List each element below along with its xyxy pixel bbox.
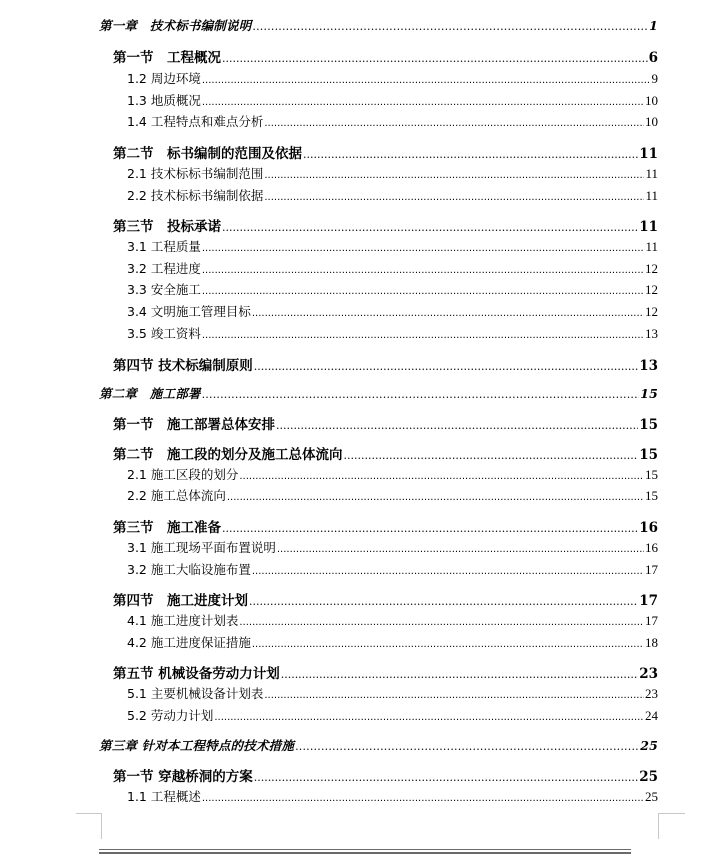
toc-label: 3.3 安全施工 xyxy=(127,282,201,297)
toc-entry-sub[interactable] xyxy=(127,706,658,724)
toc-page-number: 17 xyxy=(645,613,658,628)
toc-label: 第三章 针对本工程特点的技术措施 xyxy=(99,738,295,753)
dot-leader xyxy=(202,330,644,341)
toc-page-number: 13 xyxy=(639,358,658,374)
toc-entry-chapter[interactable] xyxy=(99,384,658,402)
toc-entry-sub[interactable] xyxy=(127,69,658,87)
dot-leader xyxy=(252,308,644,319)
dot-leader xyxy=(264,192,644,203)
toc-entry-sub[interactable] xyxy=(127,302,658,320)
dot-leader xyxy=(227,492,644,503)
toc-page-number: 10 xyxy=(645,114,658,129)
toc-label: 第五节 机械设备劳动力计划 xyxy=(113,666,280,682)
toc-page-number: 11 xyxy=(639,146,658,162)
toc-label: 1.1 工程概述 xyxy=(127,789,201,804)
toc-label: 3.4 文明施工管理目标 xyxy=(127,304,251,319)
toc-label: 第三节 投标承诺 xyxy=(113,219,221,235)
toc-label: 第二节 标书编制的范围及依据 xyxy=(113,146,302,162)
toc-page-number: 23 xyxy=(639,666,658,682)
toc-page-number: 9 xyxy=(651,71,658,86)
toc-label: 2.1 技术标标书编制范围 xyxy=(127,166,264,181)
toc-label: 2.2 技术标标书编制依据 xyxy=(127,188,264,203)
dot-leader xyxy=(276,419,638,432)
toc-page-number: 25 xyxy=(639,769,658,785)
dot-leader xyxy=(252,20,648,33)
toc-label: 第四节 技术标编制原则 xyxy=(113,358,253,374)
toc-entry-sub[interactable] xyxy=(127,259,658,277)
toc-label: 5.1 主要机械设备计划表 xyxy=(127,686,264,701)
toc-label: 第一章 技术标书编制说明 xyxy=(99,18,252,33)
toc-label: 4.1 施工进度计划表 xyxy=(127,613,239,628)
dot-leader xyxy=(222,221,638,234)
dot-leader xyxy=(202,265,644,276)
dot-leader xyxy=(254,360,639,373)
toc-label: 3.2 工程进度 xyxy=(127,261,201,276)
toc-entry-chapter[interactable] xyxy=(99,736,658,754)
toc-page-number: 15 xyxy=(639,417,658,433)
dot-leader xyxy=(239,617,644,628)
toc-page-number: 23 xyxy=(645,686,658,701)
toc-entry-sub[interactable] xyxy=(127,237,658,255)
toc-page-number: 11 xyxy=(645,188,658,203)
toc-page-number: 12 xyxy=(645,282,658,297)
toc-entry-section[interactable] xyxy=(113,354,658,374)
toc-label: 5.2 劳动力计划 xyxy=(127,708,214,723)
toc-page-number: 15 xyxy=(645,467,658,482)
toc-page-number: 10 xyxy=(645,93,658,108)
toc-label: 3.5 竣工资料 xyxy=(127,326,201,341)
dot-leader xyxy=(249,595,638,608)
toc-page-number: 12 xyxy=(645,304,658,319)
toc-entry-sub[interactable] xyxy=(127,186,658,204)
footer-rule-thick xyxy=(99,852,631,854)
dot-leader xyxy=(202,388,640,401)
toc-entry-sub[interactable] xyxy=(127,684,658,702)
dot-leader xyxy=(214,712,644,723)
toc-page-number: 11 xyxy=(645,166,658,181)
toc-page-number: 17 xyxy=(639,593,658,609)
toc-label: 3.1 施工现场平面布置说明 xyxy=(127,540,276,555)
toc-entry-section[interactable] xyxy=(113,589,658,609)
toc-entry-sub[interactable] xyxy=(127,164,658,182)
toc-label: 第二章 施工部署 xyxy=(99,386,201,401)
toc-page-number: 25 xyxy=(640,738,658,753)
toc-page-number: 15 xyxy=(639,447,658,463)
toc-page-number: 11 xyxy=(639,219,658,235)
toc-entry-sub[interactable] xyxy=(127,112,658,130)
toc-label: 2.2 施工总体流向 xyxy=(127,488,226,503)
dot-leader xyxy=(222,522,638,535)
toc-label: 第一节 穿越桥洞的方案 xyxy=(113,769,253,785)
dot-leader xyxy=(264,690,644,701)
toc-page-number: 16 xyxy=(639,520,658,536)
toc-page-number: 25 xyxy=(645,789,658,804)
toc-page-number: 16 xyxy=(645,540,658,555)
dot-leader xyxy=(202,75,651,86)
dot-leader xyxy=(202,97,644,108)
toc-entry-chapter[interactable] xyxy=(99,16,658,34)
page-corner-marker-right xyxy=(658,813,685,839)
toc-page-number: 15 xyxy=(645,488,658,503)
toc-entry-sub[interactable] xyxy=(127,465,658,483)
toc-entry-section[interactable] xyxy=(113,215,658,235)
toc-entry-sub[interactable] xyxy=(127,91,658,109)
toc-page-number: 13 xyxy=(645,326,658,341)
toc-label: 4.2 施工进度保证措施 xyxy=(127,635,251,650)
toc-entry-sub[interactable] xyxy=(127,611,658,629)
toc-entry-sub[interactable] xyxy=(127,280,658,298)
toc-entry-sub[interactable] xyxy=(127,324,658,342)
toc-page-number: 17 xyxy=(645,562,658,577)
dot-leader xyxy=(303,148,638,161)
toc-label: 第二节 施工段的划分及施工总体流向 xyxy=(113,447,343,463)
dot-leader xyxy=(239,471,644,482)
toc-label: 2.1 施工区段的划分 xyxy=(127,467,239,482)
dot-leader xyxy=(295,740,639,753)
toc-entry-section[interactable] xyxy=(113,46,658,66)
page-corner-marker-left xyxy=(76,813,102,839)
dot-leader xyxy=(252,639,644,650)
dot-leader xyxy=(264,170,644,181)
toc-entry-sub[interactable] xyxy=(127,633,658,651)
dot-leader xyxy=(202,243,645,254)
toc-label: 3.1 工程质量 xyxy=(127,239,201,254)
dot-leader xyxy=(264,118,644,129)
toc-entry-section[interactable] xyxy=(113,443,658,463)
toc-label: 3.2 施工大临设施布置 xyxy=(127,562,251,577)
dot-leader xyxy=(202,793,644,804)
dot-leader xyxy=(254,771,639,784)
toc-label: 第一节 工程概况 xyxy=(113,50,221,66)
toc-page-number: 18 xyxy=(645,635,658,650)
toc-entry-section[interactable] xyxy=(113,142,658,162)
dot-leader xyxy=(281,668,639,681)
dot-leader xyxy=(344,449,639,462)
toc-entry-sub[interactable] xyxy=(127,560,658,578)
dot-leader xyxy=(222,52,648,65)
toc-entry-section[interactable] xyxy=(113,516,658,536)
toc-page-number: 6 xyxy=(648,50,658,66)
toc-page-number: 24 xyxy=(645,708,658,723)
toc-entry-section[interactable] xyxy=(113,413,658,433)
toc-label: 第三节 施工准备 xyxy=(113,520,221,536)
toc-label: 1.4 工程特点和难点分析 xyxy=(127,114,264,129)
toc-entry-sub[interactable] xyxy=(127,787,658,805)
toc-label: 1.2 周边环境 xyxy=(127,71,201,86)
toc-entry-sub[interactable] xyxy=(127,538,658,556)
toc-entry-section[interactable] xyxy=(113,765,658,785)
toc-page-number: 12 xyxy=(645,261,658,276)
toc-label: 第四节 施工进度计划 xyxy=(113,593,248,609)
toc-label: 第一节 施工部署总体安排 xyxy=(113,417,275,433)
dot-leader xyxy=(252,566,644,577)
dot-leader xyxy=(202,286,644,297)
toc-page-number: 11 xyxy=(645,239,658,254)
dot-leader xyxy=(277,544,644,555)
toc-entry-sub[interactable] xyxy=(127,486,658,504)
toc-page-number: 1 xyxy=(649,18,658,33)
toc-page-number: 15 xyxy=(640,386,658,401)
toc-entry-section[interactable] xyxy=(113,662,658,682)
toc-label: 1.3 地质概况 xyxy=(127,93,201,108)
footer-rule xyxy=(99,849,631,850)
